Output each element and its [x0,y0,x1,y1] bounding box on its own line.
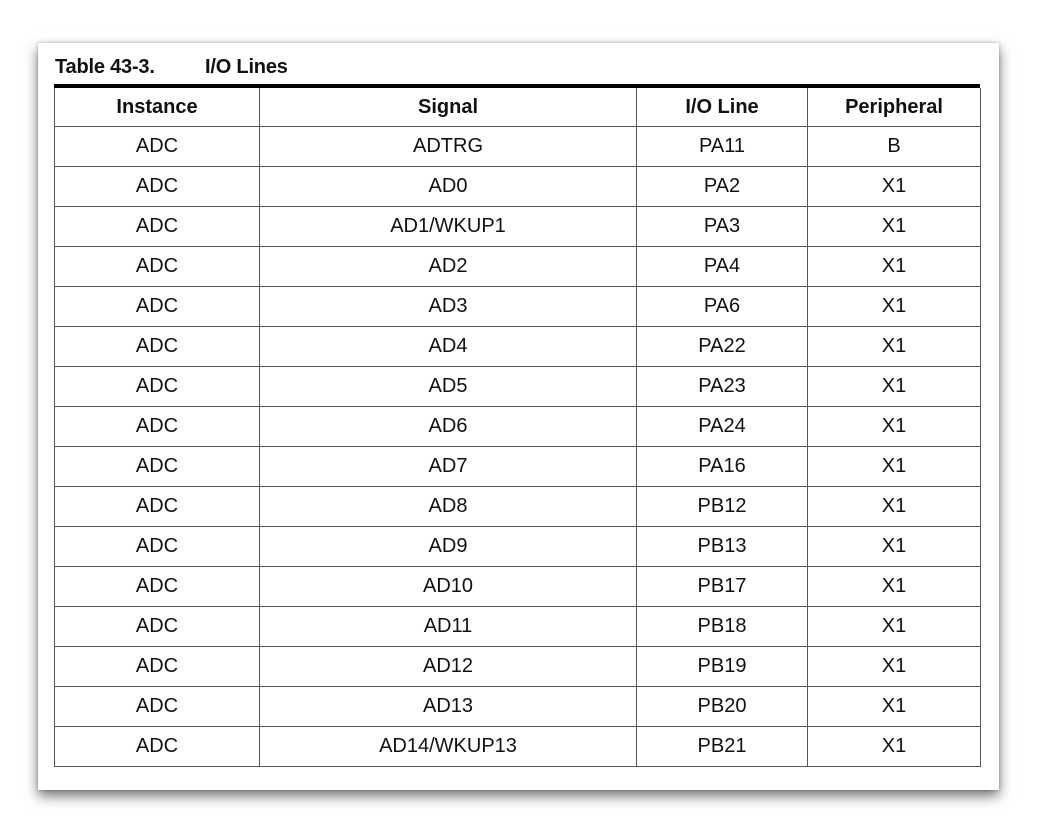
cell-signal: AD0 [260,167,637,207]
cell-signal: AD12 [260,647,637,687]
cell-signal: AD10 [260,567,637,607]
cell-instance: ADC [55,127,260,167]
table-row [55,567,981,607]
cell-instance: ADC [55,247,260,287]
cell-signal: AD8 [260,487,637,527]
cell-peripheral: X1 [808,367,981,407]
cell-instance: ADC [55,367,260,407]
cell-peripheral: X1 [808,527,981,567]
table-body [55,127,981,767]
cell-peripheral: B [808,127,981,167]
cell-signal: AD1/WKUP1 [260,207,637,247]
table-number: Table 43-3. [55,56,155,78]
cell-peripheral: X1 [808,607,981,647]
table-row [55,247,981,287]
table-row [55,287,981,327]
cell-io-line: PA2 [637,167,808,207]
table-row [55,727,981,767]
cell-io-line: PA22 [637,327,808,367]
cell-io-line: PA16 [637,447,808,487]
cell-io-line: PA11 [637,127,808,167]
header-signal: Signal [260,88,637,127]
table-row [55,207,981,247]
cell-peripheral: X1 [808,327,981,367]
cell-instance: ADC [55,207,260,247]
document-page [38,43,999,790]
cell-peripheral: X1 [808,167,981,207]
cell-instance: ADC [55,407,260,447]
cell-instance: ADC [55,447,260,487]
cell-io-line: PB21 [637,727,808,767]
table-row [55,407,981,447]
cell-signal: AD6 [260,407,637,447]
cell-io-line: PA6 [637,287,808,327]
table-row [55,607,981,647]
cell-instance: ADC [55,327,260,367]
table-header [55,88,981,127]
table-row [55,647,981,687]
cell-signal: AD3 [260,287,637,327]
cell-peripheral: X1 [808,567,981,607]
cell-peripheral: X1 [808,407,981,447]
cell-signal: AD13 [260,687,637,727]
cell-signal: AD2 [260,247,637,287]
cell-peripheral: X1 [808,727,981,767]
cell-signal: ADTRG [260,127,637,167]
table-row [55,167,981,207]
table-row [55,327,981,367]
table-row [55,487,981,527]
header-instance: Instance [55,88,260,127]
table-row [55,687,981,727]
cell-peripheral: X1 [808,687,981,727]
cell-instance: ADC [55,567,260,607]
cell-signal: AD14/WKUP13 [260,727,637,767]
cell-instance: ADC [55,687,260,727]
cell-io-line: PA24 [637,407,808,447]
header-peripheral: Peripheral [808,88,981,127]
cell-signal: AD4 [260,327,637,367]
cell-io-line: PA23 [637,367,808,407]
cell-signal: AD9 [260,527,637,567]
cell-io-line: PA3 [637,207,808,247]
cell-signal: AD5 [260,367,637,407]
cell-signal: AD7 [260,447,637,487]
cell-peripheral: X1 [808,647,981,687]
cell-io-line: PB17 [637,567,808,607]
table-row [55,527,981,567]
io-lines-table [54,88,981,767]
cell-peripheral: X1 [808,487,981,527]
cell-io-line: PB13 [637,527,808,567]
cell-peripheral: X1 [808,207,981,247]
cell-peripheral: X1 [808,247,981,287]
header-row [55,88,981,127]
cell-peripheral: X1 [808,447,981,487]
table-row [55,127,981,167]
cell-instance: ADC [55,167,260,207]
cell-peripheral: X1 [808,287,981,327]
cell-instance: ADC [55,647,260,687]
cell-io-line: PB19 [637,647,808,687]
table-title: I/O Lines [205,56,288,78]
cell-instance: ADC [55,527,260,567]
header-io-line: I/O Line [637,88,808,127]
cell-instance: ADC [55,287,260,327]
cell-instance: ADC [55,607,260,647]
cell-io-line: PB20 [637,687,808,727]
table-row [55,367,981,407]
cell-io-line: PB18 [637,607,808,647]
cell-instance: ADC [55,727,260,767]
cell-io-line: PB12 [637,487,808,527]
cell-signal: AD11 [260,607,637,647]
cell-io-line: PA4 [637,247,808,287]
table-row [55,447,981,487]
cell-instance: ADC [55,487,260,527]
table-caption [55,56,288,79]
